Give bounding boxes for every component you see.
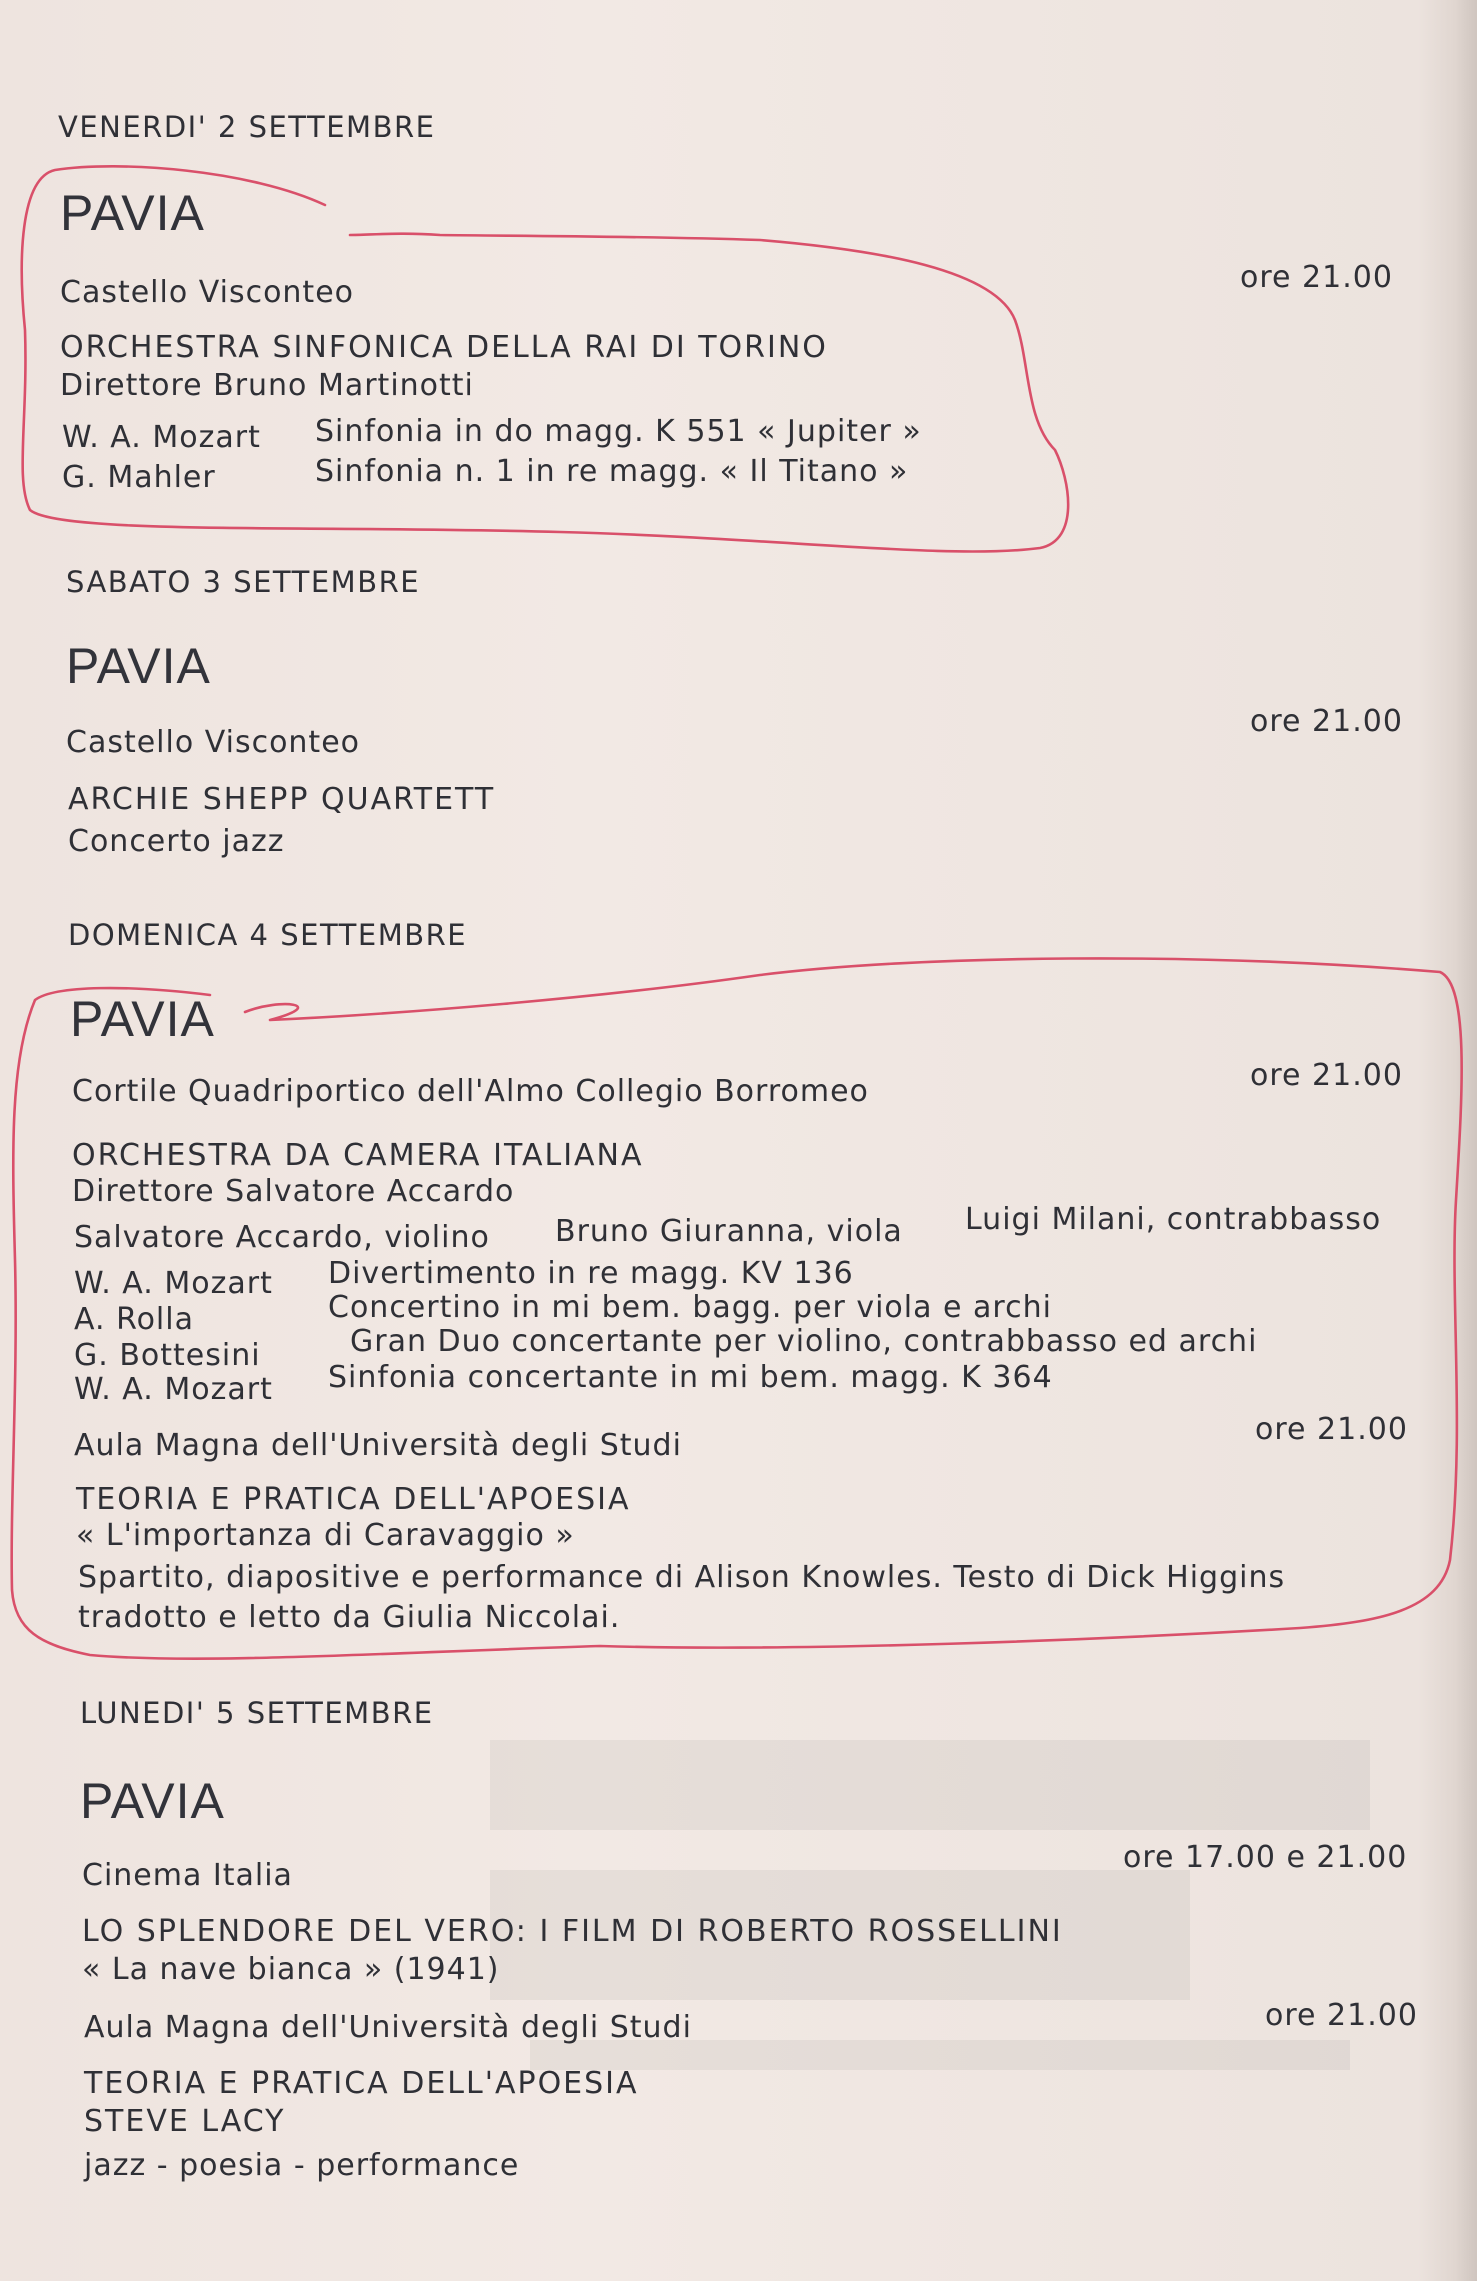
event-4-second-performer: STEVE LACY: [84, 2104, 286, 2139]
event-4-second-time: ore 21.00: [1265, 1998, 1418, 2033]
event-1-director: Direttore Bruno Martinotti: [60, 368, 474, 403]
event-3-composer-4: W. A. Mozart: [74, 1372, 273, 1407]
event-3-time: ore 21.00: [1250, 1058, 1403, 1093]
event-3-second-time: ore 21.00: [1255, 1412, 1408, 1447]
event-4-subtitle: « La nave bianca » (1941): [82, 1952, 500, 1987]
event-3-second-venue: Aula Magna dell'Università degli Studi: [74, 1428, 682, 1463]
event-3-composer-3: G. Bottesini: [74, 1338, 261, 1373]
event-3-work-1: Divertimento in re magg. KV 136: [328, 1256, 854, 1291]
event-3-composer-1: W. A. Mozart: [74, 1266, 273, 1301]
event-2-time: ore 21.00: [1250, 704, 1403, 739]
event-3-soloist-2: Bruno Giuranna, viola: [555, 1214, 903, 1249]
event-3-second-description-1: Spartito, diapositive e performance di Alison Knowles. Testo di Dick Higgins: [78, 1560, 1286, 1595]
event-1-city: PAVIA: [60, 185, 205, 241]
event-4-city: PAVIA: [80, 1773, 225, 1829]
event-3-composer-2: A. Rolla: [74, 1302, 194, 1337]
event-3-soloist-3: Luigi Milani, contrabbasso: [965, 1202, 1382, 1237]
event-3-second-description-2: tradotto e letto da Giulia Niccolai.: [78, 1600, 621, 1635]
event-3-work-3: Gran Duo concertante per violino, contrabbasso ed archi: [350, 1324, 1258, 1359]
event-3-venue: Cortile Quadriportico dell'Almo Collegio Borromeo: [72, 1074, 869, 1109]
event-2-venue: Castello Visconteo: [66, 725, 361, 760]
event-4-second-title: TEORIA E PRATICA DELL'APOESIA: [84, 2066, 639, 2101]
event-1-time: ore 21.00: [1240, 260, 1393, 295]
event-3-work-2: Concertino in mi bem. bagg. per viola e archi: [328, 1290, 1052, 1325]
event-2-subtitle: Concerto jazz: [68, 824, 285, 859]
event-3-performer: ORCHESTRA DA CAMERA ITALIANA: [72, 1138, 644, 1173]
event-1-work-2: Sinfonia n. 1 in re magg. « Il Titano »: [315, 454, 909, 489]
event-1-composer-1: W. A. Mozart: [62, 420, 261, 455]
event-1-work-1: Sinfonia in do magg. K 551 « Jupiter »: [315, 414, 922, 449]
event-4-time: ore 17.00 e 21.00: [1123, 1840, 1408, 1875]
event-4-second-subtitle: jazz - poesia - performance: [84, 2148, 520, 2183]
event-3-soloist-1: Salvatore Accardo, violino: [74, 1220, 490, 1255]
event-1-day: VENERDI' 2 SETTEMBRE: [58, 110, 436, 144]
event-1-composer-2: G. Mahler: [62, 460, 216, 495]
event-3-day: DOMENICA 4 SETTEMBRE: [68, 918, 468, 952]
event-3-second-title: TEORIA E PRATICA DELL'APOESIA: [76, 1482, 631, 1517]
event-2-city: PAVIA: [66, 638, 211, 694]
event-2-day: SABATO 3 SETTEMBRE: [66, 565, 421, 599]
event-4-venue: Cinema Italia: [82, 1858, 293, 1893]
event-4-second-venue: Aula Magna dell'Università degli Studi: [84, 2010, 692, 2045]
event-1-performer: ORCHESTRA SINFONICA DELLA RAI DI TORINO: [60, 330, 828, 365]
event-3-director: Direttore Salvatore Accardo: [72, 1174, 515, 1209]
event-4-title: LO SPLENDORE DEL VERO: I FILM DI ROBERTO ROSSELLINI: [82, 1914, 1063, 1949]
event-3-second-subtitle: « L'importanza di Caravaggio »: [76, 1518, 575, 1553]
event-2-performer: ARCHIE SHEPP QUARTETT: [68, 782, 496, 817]
event-3-city: PAVIA: [70, 991, 215, 1047]
event-1-venue: Castello Visconteo: [60, 275, 355, 310]
event-4-day: LUNEDI' 5 SETTEMBRE: [80, 1696, 434, 1730]
event-3-work-4: Sinfonia concertante in mi bem. magg. K 364: [328, 1360, 1053, 1395]
